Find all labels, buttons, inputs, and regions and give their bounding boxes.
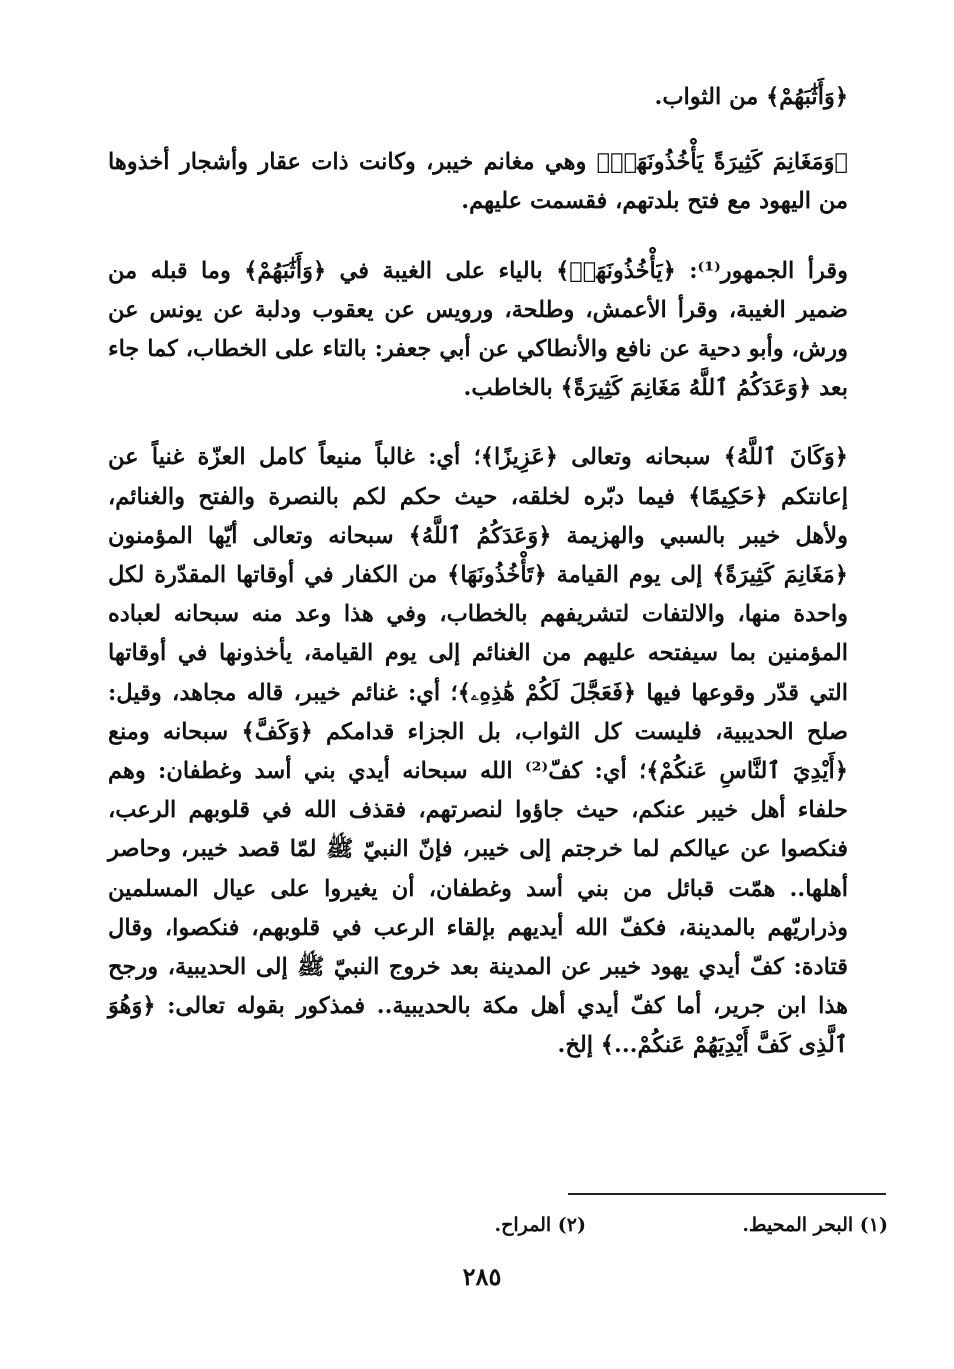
footnotes (360, 1210, 888, 1240)
footnote-2: (٢) المراح. (494, 1214, 586, 1236)
page-number: ٢٨٥ (462, 1262, 502, 1291)
paragraph-3: وقرأ الجمهور⁽¹⁾: ﴿يَأْخُذُونَهَاۗ﴾ بالياء على الغيبة في ﴿وَأَثَٰبَهُمْ﴾ وما قبله من ضمير الغيبة، وقرأ الأعمش، وطلحة، ورويس عن يعقوب ودلبة عن يونس عن ورش، وأبو دحية عن نافع والأنطاكي عن أبي جعفر: بالتاء على الخطاب، كما جاء بعد ﴿وَعَدَكُمُ ٱللَّهُ مَغَانِمَ كَثِيرَةً﴾ بالخاطب. (108, 257, 848, 402)
footnote-1: (١) البحر المحيط. (742, 1214, 888, 1236)
main-text (108, 78, 848, 1096)
paragraph-2: ﴿وَمَغَانِمَ كَثِيرَةً يَأْخُذُونَهَاۗ﴾ وهي مغانم خيبر، وكانت ذات عقار وأشجار أخذوها من اليهود مع فتح بلدتهم، فقسمت عليهم. (108, 149, 848, 215)
paragraph-1: ﴿وَأَثَٰبَهُمْ﴾ من الثواب. (654, 84, 848, 110)
footnote-divider (568, 1193, 886, 1195)
paragraph-4: ﴿وَكَانَ ٱللَّهُ﴾ سبحانه وتعالى ﴿عَزِيزًا﴾؛ أي: غالباً منيعاً كامل العزّة غنياً عن إعانتكم ﴿حَكِيمًا﴾ فيما دبّره لخلقه، حيث حكم لكم بالنصرة والفتح والغنائم، ولأهل خيبر بالسبي والهزيمة ﴿وَعَدَكُمُ ٱللَّهُ﴾ سبحانه وتعالى أيّها المؤمنون ﴿مَغَانِمَ كَثِيرَةً﴾ إلى يوم القيامة ﴿تَأْخُذُونَهَا﴾ من الكفار في أوقاتها المقدّرة لكل واحدة منها، والالتفات لتشريفهم بالخطاب، وفي هذا وعد منه سبحانه لعباده المؤمنين بما سيفتحه عليهم من الغنائم إلى يوم القيامة، يأخذونها في أوقاتها التي قدّر وقوعها فيها ﴿فَعَجَّلَ لَكُمْ هَٰذِهِۦ﴾؛ أي: غنائم خيبر، قاله مجاهد، وقيل: صلح الحديبية، فليست كل الثواب، بل الجزاء قدامكم ﴿وَكَفَّ﴾ سبحانه ومنع ﴿أَيْدِيَ ٱلنَّاسِ عَنكُمْ﴾؛ أي: كفّ⁽²⁾ الله سبحانه أيدي بني أسد وغطفان: وهم حلفاء أهل خيبر عنكم، حيث جاؤوا لنصرتهم، فقذف الله في قلوبهم الرعب، فنكصوا عن عيالكم لما خرجتم إلى خيبر، فإنّ النبيّ ﷺ لمّا قصد خيبر، وحاصر أهلها.. همّت قبائل من بني أسد وغطفان، أن يغيروا على عيال المسلمين وذراريّهم بالمدينة، فكفّ الله أيديهم بإلقاء الرعب في قلوبهم، فنكصوا، وقال قتادة: كفّ أيدي يهود خيبر عن المدينة بعد خروج النبيّ ﷺ إلى الحديبية، ورجح هذا ابن جرير، أما كفّ أيدي أهل مكة بالحديبية.. فمذكور بقوله تعالى: ﴿وَهُوَ ٱلَّذِى كَفَّ أَيْدِيَهُمْ عَنكُمْ...﴾ إلخ. (108, 444, 848, 1059)
